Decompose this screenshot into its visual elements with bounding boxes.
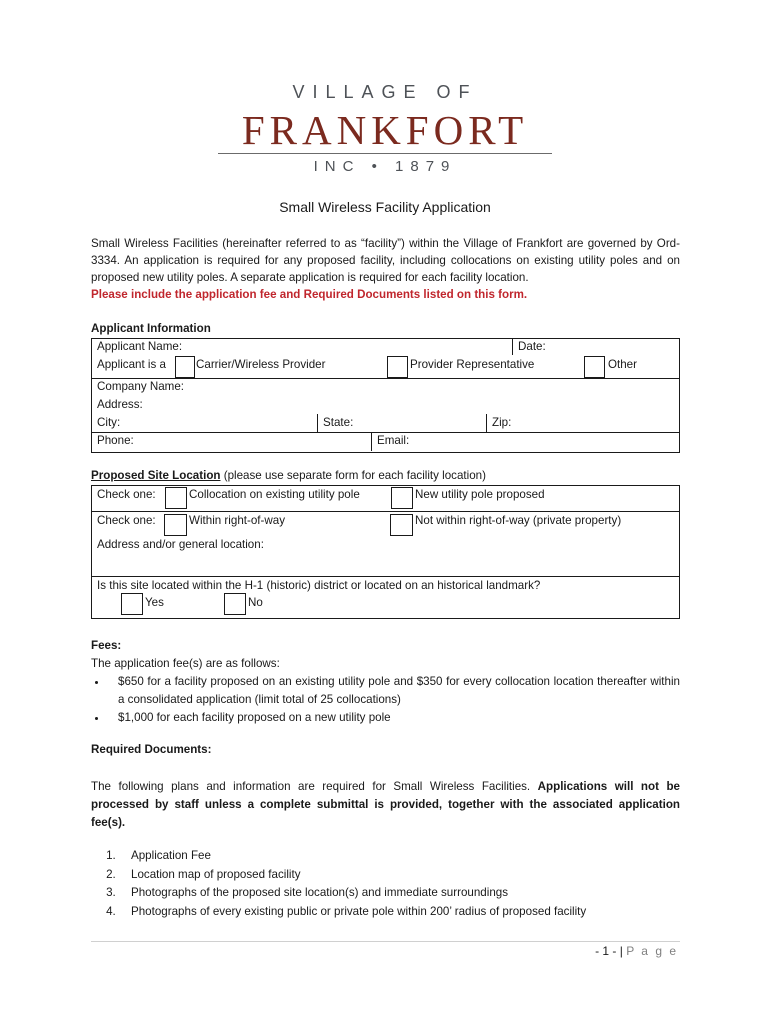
list-item: • $650 for a facility proposed on an existing utility pole and $350 for every collocation location thereafter within a consolidated application (limit total of 25 collocations) <box>108 673 680 709</box>
within-row-checkbox[interactable] <box>164 514 187 536</box>
list-item: • $1,000 for each facility proposed on a new utility pole <box>108 709 680 727</box>
carrier-checkbox[interactable] <box>175 356 195 378</box>
page-label: P a g e <box>626 944 678 958</box>
village-logo <box>210 78 560 180</box>
phone-label: Phone: <box>97 434 134 447</box>
logo-main-text: FRANKFORT <box>241 107 529 153</box>
site-address-label: Address and/or general location: <box>97 538 264 551</box>
site-row-divider <box>91 511 680 512</box>
new-pole-label: New utility pole proposed <box>415 488 545 501</box>
not-within-row-checkbox[interactable] <box>390 514 413 536</box>
required-docs-warning: Applications will not be processed by staff unless a complete submittal is provided, together with the associated application fee(s). <box>91 780 680 829</box>
fees-section <box>91 637 680 727</box>
fees-intro: The application fee(s) are as follows: <box>91 657 280 670</box>
historic-yes-label: Yes <box>145 596 164 609</box>
logo-bottom-text: INC • 1879 <box>313 158 457 175</box>
date-label: Date: <box>518 340 546 353</box>
intro-warning: Please include the application fee and Required Documents listed on this form. <box>91 288 528 301</box>
site-row-divider <box>91 576 680 577</box>
logo-rule <box>218 153 552 154</box>
list-item: 1. Application Fee <box>119 847 680 866</box>
required-docs-list-wrap <box>91 847 680 921</box>
page-title: Small Wireless Facility Application <box>279 199 491 215</box>
historic-question: Is this site located within the H-1 (historic) district or located on an historical landmark? <box>97 579 541 592</box>
applicant-heading: Applicant Information <box>91 322 211 335</box>
applicant-col-divider <box>486 414 487 432</box>
required-docs-heading: Required Documents: <box>91 743 212 756</box>
applicant-row-divider <box>91 432 680 433</box>
carrier-option-label: Carrier/Wireless Provider <box>196 358 326 371</box>
applicant-col-divider <box>317 414 318 432</box>
applicant-row-divider <box>91 378 680 379</box>
required-docs-paragraph <box>91 778 680 832</box>
new-pole-checkbox[interactable] <box>391 487 413 509</box>
page-number: - 1 - | <box>595 944 627 958</box>
applicant-col-divider <box>512 339 513 355</box>
intro-text: Small Wireless Facilities (hereinafter referred to as “facility”) within the Village of Frankfort are governed by Ord-3334. An application is required for any proposed facility, including collocations on existing utility poles and on proposed new utility poles. A separate application is required for each facility location. <box>91 237 680 284</box>
list-item: 2. Location map of proposed facility <box>119 866 680 885</box>
within-row-label: Within right-of-way <box>189 514 285 527</box>
site-heading: Proposed Site Location <box>91 469 221 482</box>
site-heading-line <box>91 469 486 482</box>
list-item: 3. Photographs of the proposed site location(s) and immediate surroundings <box>119 884 680 903</box>
other-option-label: Other <box>608 358 637 371</box>
historic-no-checkbox[interactable] <box>224 593 246 615</box>
footer-rule <box>91 941 680 942</box>
other-checkbox[interactable] <box>584 356 605 378</box>
provider-representative-checkbox[interactable] <box>387 356 408 378</box>
check-one-label: Check one: <box>97 514 156 527</box>
applicant-is-a-label: Applicant is a <box>97 358 166 371</box>
state-label: State: <box>323 416 354 429</box>
required-docs-text: The following plans and information are required for Small Wireless Facilities. <box>91 780 538 793</box>
zip-label: Zip: <box>492 416 512 429</box>
not-within-row-label: Not within right-of-way (private property) <box>415 514 622 527</box>
page-footer <box>595 944 678 958</box>
company-name-label: Company Name: <box>97 380 184 393</box>
historic-no-label: No <box>248 596 263 609</box>
list-item: 4. Photographs of every existing public or private pole within 200’ radius of proposed facility <box>119 903 680 922</box>
city-label: City: <box>97 416 121 429</box>
applicant-col-divider <box>371 433 372 451</box>
provider-representative-label: Provider Representative <box>410 358 535 371</box>
email-label: Email: <box>377 434 410 447</box>
site-heading-note: (please use separate form for each facility location) <box>220 469 486 482</box>
historic-yes-checkbox[interactable] <box>121 593 143 615</box>
applicant-name-label: Applicant Name: <box>97 340 183 353</box>
logo-top-text: VILLAGE OF <box>292 82 478 102</box>
address-label: Address: <box>97 398 143 411</box>
collocation-checkbox[interactable] <box>165 487 187 509</box>
fees-heading: Fees: <box>91 639 122 652</box>
fees-list <box>91 673 680 727</box>
required-docs-list <box>91 847 680 921</box>
intro-paragraph <box>91 235 680 303</box>
collocation-label: Collocation on existing utility pole <box>189 488 360 501</box>
check-one-label: Check one: <box>97 488 156 501</box>
